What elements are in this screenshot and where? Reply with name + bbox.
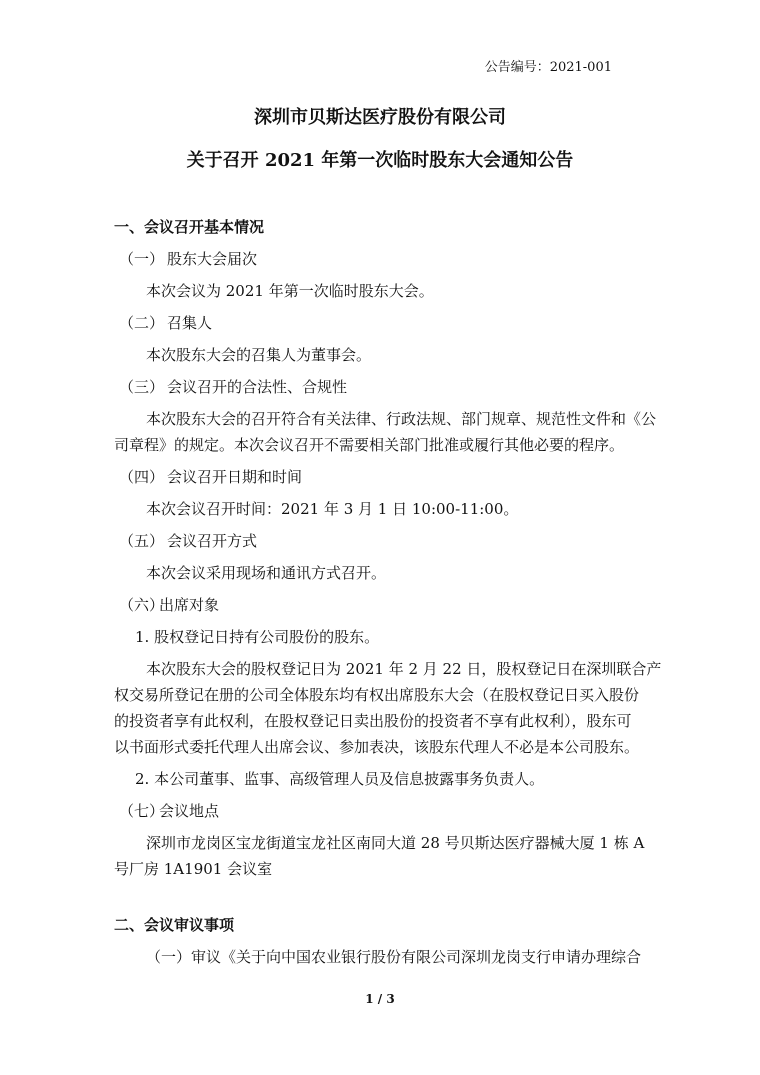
subsection-heading: [119, 376, 347, 397]
subsection-label: 会议召开日期和时间: [167, 468, 303, 486]
subsection-heading: [119, 312, 212, 333]
subsection-label: 会议召开方式: [167, 532, 258, 550]
attendee-item-2: 2. 本公司董事、监事、高级管理人员及信息披露事务负责人。: [135, 770, 545, 788]
subsection-heading: [119, 530, 257, 551]
paragraph-line: 以书面形式委托代理人出席会议、参加表决，该股东代理人不必是本公司股东。: [114, 738, 640, 756]
subsection-label: 召集人: [167, 314, 213, 332]
subsection-label: 股东大会届次: [167, 250, 258, 268]
notice-number: 公告编号：2021-001: [484, 60, 612, 75]
company-title: 深圳市贝斯达医疗股份有限公司: [254, 107, 506, 128]
subsection-number: （六）: [119, 596, 165, 614]
subsection-heading: [119, 594, 219, 615]
paragraph-line: 本次会议采用现场和通讯方式召开。: [146, 564, 387, 582]
subsection-number: （七）: [119, 802, 165, 820]
subsection-label: 会议地点: [159, 802, 220, 820]
paragraph-line: 深圳市龙岗区宝龙街道宝龙社区南同大道 28 号贝斯达医疗器械大厦 1 栋 A: [146, 834, 645, 852]
paragraph-line: 本次股东大会的召集人为董事会。: [146, 346, 372, 364]
subsection-label: 出席对象: [159, 596, 220, 614]
paragraph-line: 权交易所登记在册的公司全体股东均有权出席股东大会（在股权登记日买入股份: [114, 686, 640, 704]
page-number: 1 / 3: [365, 992, 395, 1006]
attendee-item-1: 1. 股权登记日持有公司股份的股东。: [135, 628, 380, 646]
paragraph-line: （一）审议《关于向中国农业银行股份有限公司深圳龙岗支行申请办理综合: [146, 948, 642, 966]
paragraph-line: 的投资者享有此权利，在股权登记日卖出股份的投资者不享有此权利），股东可: [114, 712, 632, 730]
subsection-heading: [119, 800, 219, 821]
subsection-number: （四）: [119, 468, 165, 486]
paragraph-line: 本次会议召开时间：2021 年 3 月 1 日 10:00-11:00。: [146, 500, 519, 518]
paragraph-line: 本次股东大会的召开符合有关法律、行政法规、部门规章、规范性文件和《公: [146, 410, 657, 428]
subsection-number: （二）: [119, 314, 165, 332]
subsection-number: （三）: [119, 378, 165, 396]
section1-heading: 一、会议召开基本情况: [114, 218, 265, 236]
subsection-heading: [119, 466, 302, 487]
paragraph-line: 本次会议为 2021 年第一次临时股东大会。: [146, 282, 434, 300]
subsection-number: （五）: [119, 532, 165, 550]
subsection-number: （一）: [119, 250, 165, 268]
paragraph-line: 本次股东大会的股权登记日为 2021 年 2 月 22 日，股权登记日在深圳联合产: [146, 660, 662, 678]
paragraph-line: 司章程》的规定。本次会议召开不需要相关部门批准或履行其他必要的程序。: [114, 436, 625, 454]
paragraph-line: 号厂房 1A1901 会议室: [114, 860, 273, 878]
subsection-label: 会议召开的合法性、合规性: [167, 378, 348, 396]
section2-heading: 二、会议审议事项: [114, 916, 235, 934]
subsection-heading: [119, 248, 257, 269]
notice-title: 关于召开 2021 年第一次临时股东大会通知公告: [186, 150, 574, 171]
